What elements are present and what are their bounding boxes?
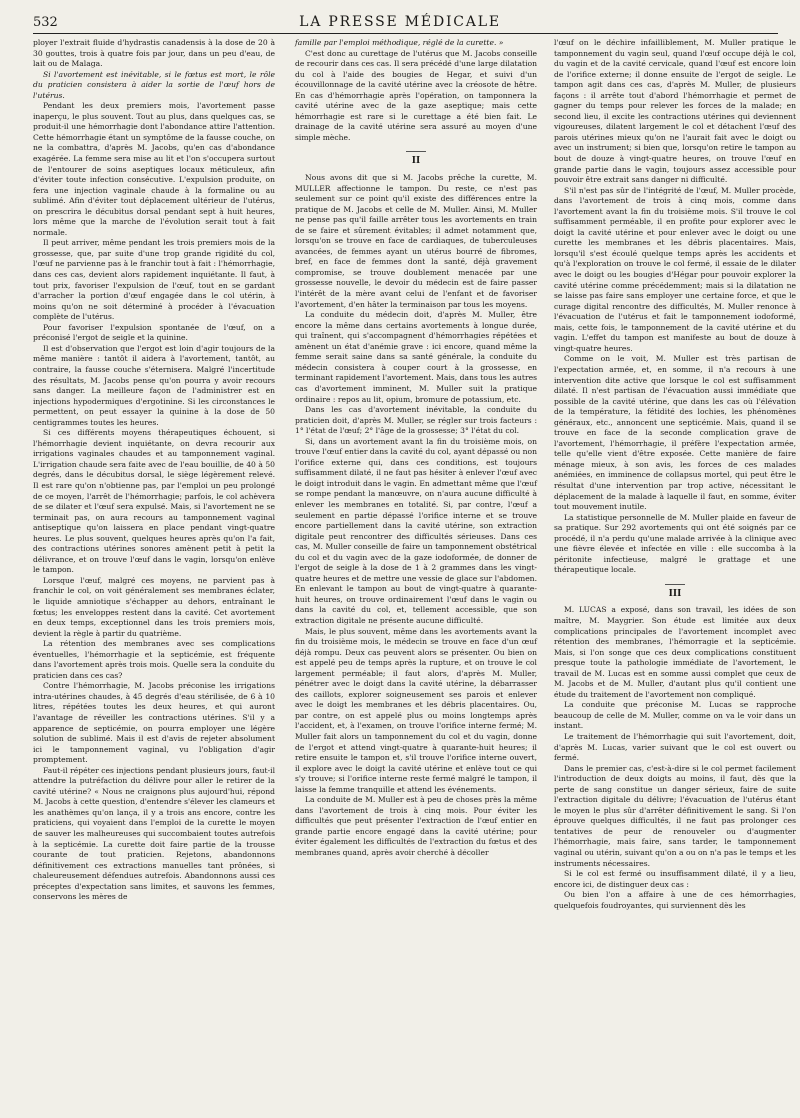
- paragraph: La conduite que préconise M. Lucas se rapproche beaucoup de celle de M. Muller, comme on va le voir dans un instant.: [554, 700, 796, 731]
- paragraph: Dans les cas d'avortement inévitable, la conduite du praticien doit, d'après M. Muller, se régler sur trois facteurs : 1° l'état de l'œuf; 2° l'âge de la grossesse; 3° l'état du col.: [295, 405, 537, 436]
- paragraph: La rétention des membranes avec ses complications éventuelles, l'hémorrhagie et la septicémie, est fréquente dans l'avortement après trois mois. Quelle sera la conduite du praticien dans ces cas?: [33, 639, 275, 680]
- paragraph: Si l'avortement est inévitable, si le fœtus est mort, le rôle du praticien consistera à aider la sortie de l'œuf hors de l'utérus.: [33, 69, 275, 100]
- text-column-1: [33, 38, 275, 903]
- paragraph: Contre l'hémorrhagie, M. Jacobs préconise les irrigations intra-utérines chaudes, à 45 degrés d'eau stérilisée, de 6 à 10 litres, répétées toutes les deux heures, et qui auront l'avantage de réveiller les contractions utérines. S'il y a apparence de septicémie, on pourra employer une légère solution de sublimé. Mais il est d'avis de rejeter absolument ici le tamponnement vaginal, vu l'obligation d'agir promptement.: [33, 681, 275, 765]
- paragraph: Le traitement de l'hémorrhagie qui suit l'avortement, doit, d'après M. Lucas, varier suivant que le col est ouvert ou fermé.: [554, 732, 796, 763]
- header-rule: [33, 33, 778, 34]
- text-column-2: [295, 38, 537, 859]
- paragraph: Il est d'observation que l'ergot est loin d'agir toujours de la même manière : tantôt il aidera à l'avortement, tantôt, au contraire, la fausse couche s'éternisera. Malgré l'incertitude des résultats, M. Jacobs pense qu'on pourra y avoir recours sans danger. La meilleure façon de l'administrer est en injections hypodermiques d'ergotinine. Si les circonstances le permettent, on peut essayer la quinine à la dose de 50 centigrammes toutes les heures.: [33, 343, 275, 427]
- paragraph: Mais, le plus souvent, même dans les avortements avant la fin du troisième mois, le médecin se trouve en face d'un œuf déjà rompu. Deux cas peuvent alors se présenter. Ou bien on est appelé peu de temps après la rupture, et on trouve le col largement perméable; il faut alors, d'après M. Muller, pénétrer avec le doigt dans la cavité utérine, la débarrasser des caillots, explorer soigneusement ses parois et enlever avec le doigt les membranes et les débris placentaires. Ou, par contre, on est appelé plus ou moins longtemps après l'accident, et, à l'examen, on trouve l'orifice interne fermé; M. Muller fait alors un tamponnement du col et du vagin, donne de l'ergot et attend vingt-quatre à quarante-huit heures; il retire ensuite le tampon et, s'il trouve l'orifice interne ouvert, il explore avec le doigt la cavité utérine et enlève tout ce qui s'y trouve; si l'orifice interne reste fermé malgré le tampon, il laisse la femme tranquille et attend les événements.: [295, 626, 537, 794]
- paragraph: Lorsque l'œuf, malgré ces moyens, ne parvient pas à franchir le col, on voit généralement ses membranes éclater, le liquide amniotique s'échapper au dehors, entraînant le fœtus; les enveloppes restent dans la cavité. Cet avortement en deux temps, exceptionnel dans les trois premiers mois, devient la règle à partir du quatrième.: [33, 575, 275, 638]
- paragraph: Si le col est fermé ou insuffisamment dilaté, il y a lieu, encore ici, de distinguer deux cas :: [554, 869, 796, 889]
- paragraph: S'il n'est pas sûr de l'intégrité de l'œuf, M. Muller procède, dans l'avortement de trois à cinq mois, comme dans l'avortement avant la fin du troisième mois. S'il trouve le col suffisamment perméable, il en profite pour explorer avec le doigt la cavité utérine et pour enlever avec le doigt ou une curette les membranes et les débris placentaires. Mais, lorsqu'il s'est écoulé quelque temps après les accidents et qu'à l'exploration on trouve le col fermé, il essaie de le dilater avec le doigt ou les bougies d'Hégar pour pouvoir explorer la cavité utérine comme précédemment; mais si la dilatation ne se laisse pas faire sans employer une certaine force, et que le curage digital rencontre des difficultés, M. Muller renonce à l'évacuation de l'utérus et fait le tamponnement iodoformé, mais, cette fois, le tamponnement de la cavité utérine et du vagin. L'effet du tampon est manifeste au bout de douze à vingt-quatre heures.: [554, 185, 796, 353]
- page-number: 532: [33, 15, 58, 30]
- paragraph: ployer l'extrait fluide d'hydrastis canadensis à la dose de 20 à 30 gouttes, trois à quatre fois par jour, dans un peu d'eau, de lait ou de Malaga.: [33, 38, 275, 69]
- paragraph: Ou bien l'on a affaire à une de ces hémorrhagies, quelquefois foudroyantes, qui surviennent dès les: [554, 890, 796, 910]
- paragraph: Pendant les deux premiers mois, l'avortement passe inaperçu, le plus souvent. Tout au plus, dans quelques cas, se produit-il une hémorrhagie dont l'abondance attire l'attention. Cette hémorrhagie étant un symptôme de la fausse couche, on ne la combattra, d'après M. Jacobs, qu'en cas d'abondance exagérée. La femme sera mise au lit et l'on s'occupera surtout de l'entourer de soins aseptiques locaux méticuleux, afin d'éviter toute infection consécutive. L'expulsion produite, on fera une injection vaginale chaude à la formaline ou au sublimé. Afin d'éviter tout déplacement ultérieur de l'utérus, on prescrira le décubitus dorsal pendant sept à huit heures, lors même que la marche de l'évolution serait tout à fait normale.: [33, 101, 275, 237]
- paragraph: La conduite de M. Muller est à peu de choses près la même dans l'avortement de trois à cinq mois. Pour éviter les difficultés que peut présenter l'extraction de l'œuf entier en grande partie encore engagé dans la cavité utérine; pour éviter également les difficultés de l'extraction du fœtus et des membranes quand, après avoir cherché à décoller: [295, 795, 537, 858]
- section-heading: II: [295, 151, 537, 167]
- paragraph: La statistique personnelle de M. Muller plaide en faveur de sa pratique. Sur 292 avortements qui ont été soignés par ce procédé, il n'a perdu qu'une malade arrivée à la clinique avec une fièvre élevée et infectée en ville : elle succomba à la péritonite infectieuse, malgré le grattage et une thérapeutique locale.: [554, 512, 796, 575]
- paragraph: famille par l'emploi méthodique, réglé de la curette. »: [295, 38, 504, 47]
- paragraph: Si ces différents moyens thérapeutiques échouent, si l'hémorrhagie devient inquiétante, on devra recourir aux irrigations vaginales chaudes et au tamponnement vaginal. L'irrigation chaude sera faite avec de l'eau bouillie, de 40 à 50 degrés, dans le décubitus dorsal, le siège légèrement relevé. Il est rare qu'on n'obtienne pas, par l'emploi un peu prolongé de ce moyen, l'arrêt de l'hémorrhagie; parfois, le col achèvera de se dilater et l'œuf sera expulsé. Mais, si l'avortement ne se terminait pas, on aura recours au tamponnement vaginal antiseptique qu'on laissera en place pendant vingt-quatre heures. Le plus souvent, quelques heures après qu'on l'a fait, des contractions utérines sonores amènent petit à petit la délivrance, et on trouve l'œuf dans le vagin, lorsqu'on enlève le tampon.: [33, 428, 275, 575]
- paragraph: Faut-il répéter ces injections pendant plusieurs jours, faut-il attendre la putréfaction du délivre pour aller le retirer de la cavité utérine? « Nous ne craignons plus aujourd'hui, répond M. Jacobs à cette question, d'entendre s'élever les clameurs et les anathèmes qu'on lança, il y a trois ans encore, contre les praticiens, qui voyaient dans l'emploi de la curette le moyen de sauver les malheureuses qui succombaient toutes autrefois à la septicémie. La curette doit faire partie de la trousse courante de tout praticien. Rejetons, abandonnons définitivement ces extractions manuelles tant prônées, si chaleureusement défendues autrefois. Abandonnons aussi ces préceptes d'expectation sans limites, et sauvons les femmes, conservons les mères de: [33, 765, 275, 902]
- paragraph: Pour favoriser l'expulsion spontanée de l'œuf, on a préconisé l'ergot de seigle et la quinine.: [33, 322, 275, 343]
- paragraph: C'est donc au curettage de l'utérus que M. Jacobs conseille de recourir dans ces cas. Il sera précédé d'une large dilatation du col à l'aide des bougies de Hegar, et suivi d'un écouvillonnage de la cavité utérine avec la créosote de hêtre. En cas d'hémorrhagie après l'opération, on tamponnera la cavité utérine avec de la gaze aseptique; mais cette hémorrhagie est rare si le curettage a été bien fait. Le drainage de la cavité utérine sera assuré au moyen d'une simple mèche.: [295, 48, 537, 142]
- paragraph: Dans le premier cas, c'est-à-dire si le col permet facilement l'introduction de deux doigts au moins, il faut, dès que la perte de sang constitue un danger sérieux, faire de suite l'extraction digitale du délivre; l'évacuation de l'utérus étant le moyen le plus sûr d'arrêter définitivement le sang. Si l'on éprouve quelques difficultés, il ne faut pas prolonger ces tentatives de peur de renouveler ou d'augmenter l'hémorrhagie, mais faire, sans tarder, le tamponnement vaginal ou utérin, suivant qu'on a ou on n'a pas le temps et les instruments nécessaires.: [554, 763, 796, 868]
- paragraph: M. LUCAS a exposé, dans son travail, les idées de son maître, M. Maygrier. Son étude est limitée aux deux complications principales de l'avortement incomplet avec rétention des membranes, l'hémorragie et la septicémie. Mais, si l'on songe que ces deux complications constituent presque toute la pathologie immédiate de l'avortement, le travail de M. Lucas est en somme aussi complet que ceux de M. Jacobs et de M. Muller, d'autant plus qu'il contient une étude du traitement de l'avortement non compliqué.: [554, 605, 796, 699]
- section-heading: III: [554, 584, 796, 600]
- paragraph: Si, dans un avortement avant la fin du troisième mois, on trouve l'œuf entier dans la cavité du col, ayant dépassé ou non l'orifice externe qui, dans ces conditions, est toujours suffisamment dilaté, il ne faut pas hésiter à enlever l'œuf avec le doigt introduit dans le vagin. En admettant même que l'œuf se rompe pendant la manœuvre, on n'aura aucune difficulté à enlever les membranes en totalité. Si, par contre, l'œuf a seulement en partie dépassé l'orifice interne et se trouve encore partiellement dans la cavité utérine, son extraction digitale peut rencontrer des difficultés sérieuses. Dans ces cas, M. Muller conseille de faire un tamponnement obstétrical du col et du vagin avec de la gaze iodoformée, de donner de l'ergot de seigle à la dose de 1 à 2 grammes dans les vingt-quatre heures et de mettre une vessie de glace sur l'abdomen. En enlevant le tampon au bout de vingt-quatre à quarante-huit heures, on trouve ordinairement l'œuf dans le vagin ou dans la cavité du col, et, tellement accessible, que son extraction digitale ne présente aucune difficulté.: [295, 436, 537, 625]
- paragraph: Comme on le voit, M. Muller est très partisan de l'expectation armée, et, en somme, il n'a recours à une intervention dite active que lorsque le col est suffisamment dilaté. Il n'est partisan de l'évacuation aussi immédiate que possible de la cavité utérine, que dans les cas où l'élévation de la température, la fétidité des lochies, les phénomènes généraux, etc., annoncent une septicémie. Mais, quand il se trouve en face de la seconde complication grave de l'avortement, l'hémorrhagie, il préfère l'expectation armée, telle qu'elle vient d'être exposée. Cette manière de faire ménage mieux, à son avis, les forces de ces malades anémiées, en imminence de collapsus mortel, qui peut être le résultat d'une intervention par trop active, nécessitant le déplacement de la malade à laquelle il faut, en somme, éviter tout mouvement inutile.: [554, 354, 796, 512]
- page-header: [0, 0, 800, 38]
- paragraph: La conduite du médecin doit, d'après M. Muller, être encore la même dans certains avortements à longue durée, qui traînent, qui s'accompagnent d'hémorrhagies répétées et amènent un état d'anémie grave : ici encore, quand même la femme serait saine dans sa santé générale, la conduite du médecin consistera à couper court à la grossesse, en terminant rapidement l'avortement. Mais, dans tous les autres cas d'avortement imminent, M. Muller suit la pratique ordinaire : repos au lit, opium, bromure de potassium, etc.: [295, 310, 537, 404]
- paragraph: Il peut arriver, même pendant les trois premiers mois de la grossesse, que, par suite d'une trop grande rigidité du col, l'œuf ne parvienne pas à le franchir tout à fait : l'hémorrhagie, dans ces cas, devient alors rapidement inquiétante. Il faut, à tout prix, favoriser l'expulsion de l'œuf, tout en se gardant d'arracher la portion d'œuf engagée dans le col utérin, à moins qu'on ne soit déterminé à procéder à l'évacuation complète de l'utérus.: [33, 238, 275, 322]
- paragraph: l'œuf on le déchire infailliblement, M. Muller pratique le tamponnement du vagin seul, quand l'œuf occupe déjà le col, du vagin et de la cavité cervicale, quand l'œuf est encore loin de l'orifice externe; il donne ensuite de l'ergot de seigle. Le tampon agit dans ces cas, d'après M. Muller, de plusieurs façons : il arrête tout d'abord l'hémorrhagie et permet de gagner du temps pour relever les forces de la malade; en second lieu, il excite les contractions utérines qui deviennent vigoureuses, dilatent largement le col et détachent l'œuf des parois utérines mieux qu'on ne l'aurait fait avec le doigt ou avec un instrument; si bien que, lorsqu'on retire le tampon au bout de douze à vingt-quatre heures, on trouve l'œuf en grande partie dans le vagin, toujours assez accessible pour pouvoir être extrait sans danger ni difficulté.: [554, 38, 796, 185]
- journal-title: LA PRESSE MÉDICALE: [299, 14, 501, 30]
- text-column-3: [554, 38, 796, 911]
- paragraph: Nous avons dit que si M. Jacobs prêche la curette, M. MULLER affectionne le tampon. Du reste, ce n'est pas seulement sur ce point qu'il existe des différences entre la pratique de M. Jacobs et celle de M. Muller. Ainsi, M. Muller ne pense pas qu'il faille arrêter tous les avortements en train de se faire et sûrement évitables; il admet notamment que, lorsqu'on se trouve en face de cardiaques, de tuberculeuses avancées, de femmes ayant un utérus bourré de fibromes, bref, en face de femmes dont la santé, déjà gravement compromise, se trouve doublement menacée par une grossesse nouvelle, le devoir du médecin est de faire passer l'intérêt de la mère avant celui de l'enfant et de favoriser l'avortement, d'en hâter la terminaison par tous les moyens.: [295, 173, 537, 309]
